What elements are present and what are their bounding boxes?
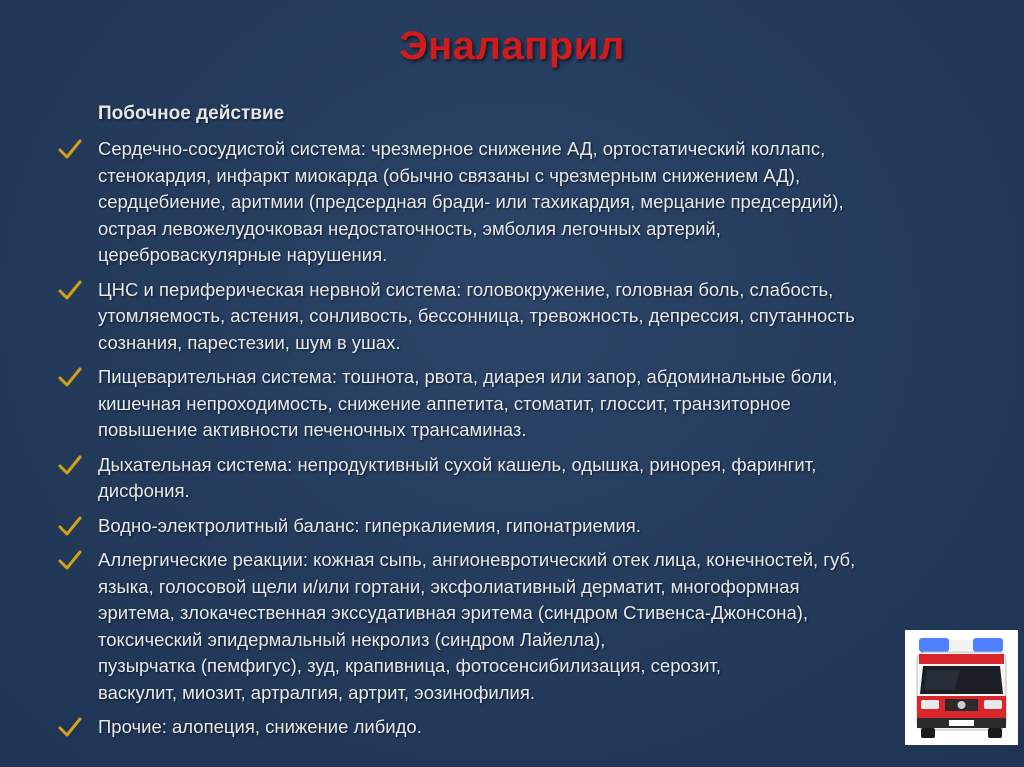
side-effects-list: [58, 136, 968, 749]
checkmark-icon: [58, 454, 82, 476]
list-item-text-line: Дыхательная система: непродуктивный сухой кашель, одышка, ринорея, фарингит,: [98, 453, 817, 475]
slide-title: Эналаприл: [399, 24, 625, 68]
list-item-text-line: Водно-электролитный баланс: гиперкалиемия, гипонатриемия.: [98, 514, 641, 536]
list-item-text-line: токсический эпидермальный некролиз (синдром Лайелла),: [98, 628, 606, 650]
list-item: [58, 452, 968, 505]
slide-subtitle: Побочное действие: [98, 103, 285, 124]
list-item-text-line: острая левожелудочковая недостаточность, эмболия легочных артерий,: [98, 217, 721, 239]
list-item-text-line: стенокардия, инфаркт миокарда (обычно связаны с чрезмерным снижением АД),: [98, 164, 801, 186]
list-item-text-line: Сердечно-сосудистой система: чрезмерное снижение АД, ортостатический коллапс,: [98, 138, 826, 159]
list-item-text-line: пузырчатка (пемфигус), зуд, крапивница, фотосенсибилизация, серозит,: [98, 655, 721, 676]
checkmark-icon: [58, 279, 82, 301]
list-item-text-line: повышение активности печеночных трансаминаз.: [98, 419, 527, 440]
list-item-text-line: языка, голосовой щели и/или гортани, эксфолиативный дерматит, многоформная: [98, 575, 800, 597]
checkmark-icon: [58, 515, 82, 537]
list-item-text-line: Аллергические реакции: кожная сыпь, ангионевротический отек лица, конечностей, губ,: [98, 549, 856, 570]
list-item-text-line: Пищеварительная система: тошнота, рвота, диарея или запор, абдоминальные боли,: [98, 366, 838, 387]
list-item: [58, 364, 968, 444]
ambulance-icon: [905, 630, 1018, 745]
list-item: [58, 277, 968, 357]
checkmark-icon: [58, 549, 82, 571]
list-item-text-line: Прочие: алопеция, снижение либидо.: [98, 716, 422, 737]
list-item-text-line: ЦНС и периферическая нервной система: головокружение, головная боль, слабость,: [98, 278, 834, 300]
list-item-text-line: цереброваскулярные нарушения.: [98, 244, 388, 265]
list-item-text-line: эритема, злокачественная экссудативная эритема (синдром Стивенса-Джонсона),: [98, 602, 809, 623]
list-item-text-line: сердцебиение, аритмии (предсердная бради- или тахикардия, мерцание предсердий),: [98, 191, 844, 212]
list-item: [58, 513, 968, 540]
list-item-text-line: кишечная непроходимость, снижение аппетита, стоматит, глоссит, транзиторное: [98, 392, 791, 414]
checkmark-icon: [58, 138, 82, 160]
checkmark-icon: [58, 716, 82, 738]
list-item: [58, 136, 968, 269]
list-item-text-line: утомляемость, астения, сонливость, бессонница, тревожность, депрессия, спутанность: [98, 305, 855, 326]
list-item-text-line: сознания, парестезии, шум в ушах.: [98, 331, 401, 353]
list-item-text-line: дисфония.: [98, 480, 190, 501]
list-item: [58, 547, 968, 706]
list-item-text-line: васкулит, миозит, артралгия, артрит, эозинофилия.: [98, 681, 536, 703]
checkmark-icon: [58, 366, 82, 388]
list-item: [58, 714, 968, 741]
